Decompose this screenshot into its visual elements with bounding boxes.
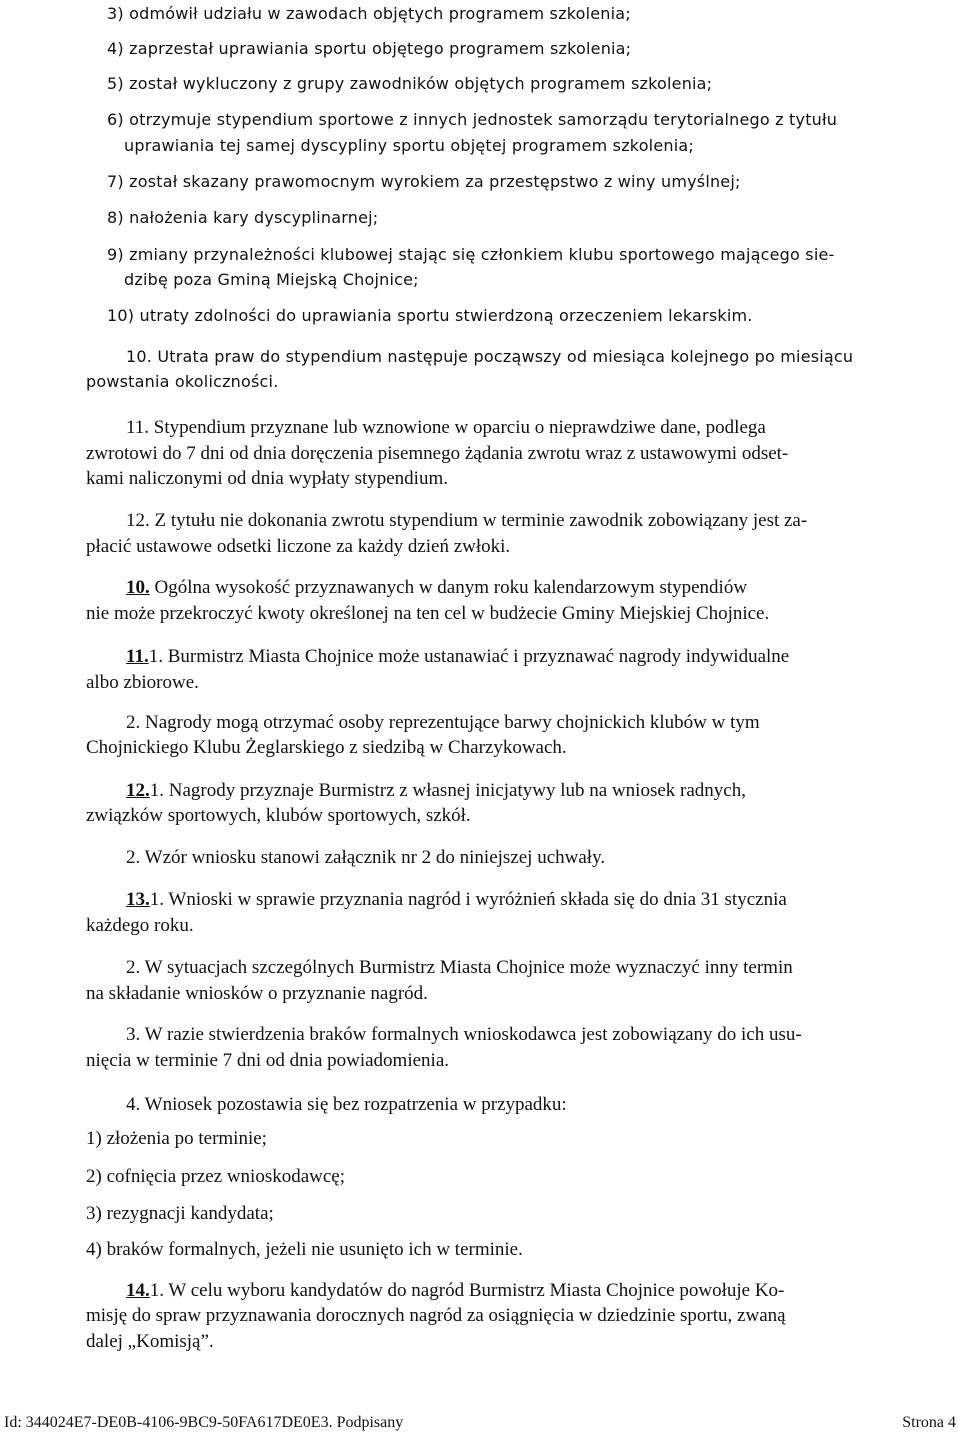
list-item: 4) zaprzestał uprawiania sportu objętego programem szkolenia; — [107, 39, 632, 58]
section-13-line: nięcia w terminie 7 dni od dnia powiadomienia. — [86, 1050, 450, 1071]
section-11-line: albo zbiorowe. — [86, 672, 199, 693]
section-11-line: Chojnickiego Klubu Żeglarskiego z siedzibą w Charzykowach. — [86, 737, 567, 758]
list-item-continuation: uprawiania tej samej dyscypliny sportu objętej programem szkolenia; — [124, 136, 694, 155]
section-10-line: nie może przekroczyć kwoty określonej na ten cel w budżecie Gminy Miejskiej Chojnice. — [86, 603, 770, 624]
section-11-line: 11.1. Burmistrz Miasta Chojnice może ustanawiać i przyznawać nagrody indywidualne — [126, 646, 790, 667]
section-14-line: misję do spraw przyznawania dorocznych nagród za osiągnięcia w dziedzinie sportu, zwaną — [86, 1305, 786, 1326]
list-item: 3) odmówił udziału w zawodach objętych programem szkolenia; — [107, 4, 631, 23]
list-item: 5) został wykluczony z grupy zawodników objętych programem szkolenia; — [107, 74, 713, 93]
paragraph-11-line: zwrotowi do 7 dni od dnia doręczenia pisemnego żądania zwrotu wraz z ustawowymi odset- — [86, 443, 789, 464]
section-number: 12. — [126, 780, 150, 801]
section-12-line: związków sportowych, klubów sportowych, szkół. — [86, 805, 471, 826]
list-item: 2) cofnięcia przez wnioskodawcę; — [86, 1166, 346, 1187]
section-12-line: 12.1. Nagrody przyznaje Burmistrz z własnej inicjatywy lub na wniosek radnych, — [126, 780, 746, 801]
section-number: 13. — [126, 889, 150, 910]
list-item: 8) nałożenia kary dyscyplinarnej; — [107, 208, 379, 227]
section-13-line: 2. W sytuacjach szczególnych Burmistrz Miasta Chojnice może wyznaczyć inny termin — [126, 957, 793, 978]
section-13-line: 13.1. Wnioski w sprawie przyznania nagród i wyróżnień składa się do dnia 31 stycznia — [126, 889, 787, 910]
page-number: Strona 4 — [902, 1414, 956, 1431]
section-number: 10. — [126, 577, 150, 598]
section-14-line: dalej „Komisją”. — [86, 1331, 214, 1352]
section-11-line: 2. Nagrody mogą otrzymać osoby reprezentujące barwy chojnickich klubów w tym — [126, 712, 760, 733]
section-13-line: 4. Wniosek pozostawia się bez rozpatrzenia w przypadku: — [126, 1094, 567, 1115]
list-item: 4) braków formalnych, jeżeli nie usunięto ich w terminie. — [86, 1239, 523, 1260]
paragraph-12-line: 12. Z tytułu nie dokonania zwrotu stypendium w terminie zawodnik zobowiązany jest za- — [126, 510, 808, 531]
section-13-line: na składanie wniosków o przyznanie nagród. — [86, 983, 428, 1004]
list-item: 6) otrzymuje stypendium sportowe z innych jednostek samorządu terytorialnego z tytułu — [107, 110, 838, 129]
paragraph-11-line: 11. Stypendium przyznane lub wznowione w oparciu o nieprawdziwe dane, podlega — [126, 417, 766, 438]
list-item: 1) złożenia po terminie; — [86, 1128, 267, 1149]
document-id: Id: 344024E7-DE0B-4106-9BC9-50FA617DE0E3. Podpisany — [4, 1414, 404, 1431]
section-10-line: 10. Ogólna wysokość przyznawanych w danym roku kalendarzowym stypendiów — [126, 577, 748, 598]
paragraph-11-line: kami naliczonymi od dnia wypłaty stypendium. — [86, 468, 448, 489]
list-item: 3) rezygnacji kandydata; — [86, 1203, 274, 1224]
list-item: 9) zmiany przynależności klubowej stając się członkiem klubu sportowego mającego sie- — [107, 245, 835, 264]
paragraph-10-line: 10. Utrata praw do stypendium następuje począwszy od miesiąca kolejnego po miesiącu — [126, 347, 854, 366]
section-number: 11. — [126, 646, 149, 667]
section-number: 14. — [126, 1280, 150, 1301]
section-13-line: 3. W razie stwierdzenia braków formalnych wnioskodawca jest zobowiązany do ich usu- — [126, 1024, 802, 1045]
section-14-line: 14.1. W celu wyboru kandydatów do nagród Burmistrz Miasta Chojnice powołuje Ko- — [126, 1280, 785, 1301]
paragraph-10-line: powstania okoliczności. — [86, 372, 279, 391]
section-13-line: każdego roku. — [86, 915, 194, 936]
list-item: 10) utraty zdolności do uprawiania sportu stwierdzoną orzeczeniem lekarskim. — [107, 306, 753, 325]
list-item-continuation: dzibę poza Gminą Miejską Chojnice; — [124, 270, 419, 289]
list-item: 7) został skazany prawomocnym wyrokiem za przestępstwo z winy umyślnej; — [107, 172, 741, 191]
section-12-line: 2. Wzór wniosku stanowi załącznik nr 2 do niniejszej uchwały. — [126, 847, 606, 868]
paragraph-12-line: płacić ustawowe odsetki liczone za każdy dzień zwłoki. — [86, 536, 511, 557]
